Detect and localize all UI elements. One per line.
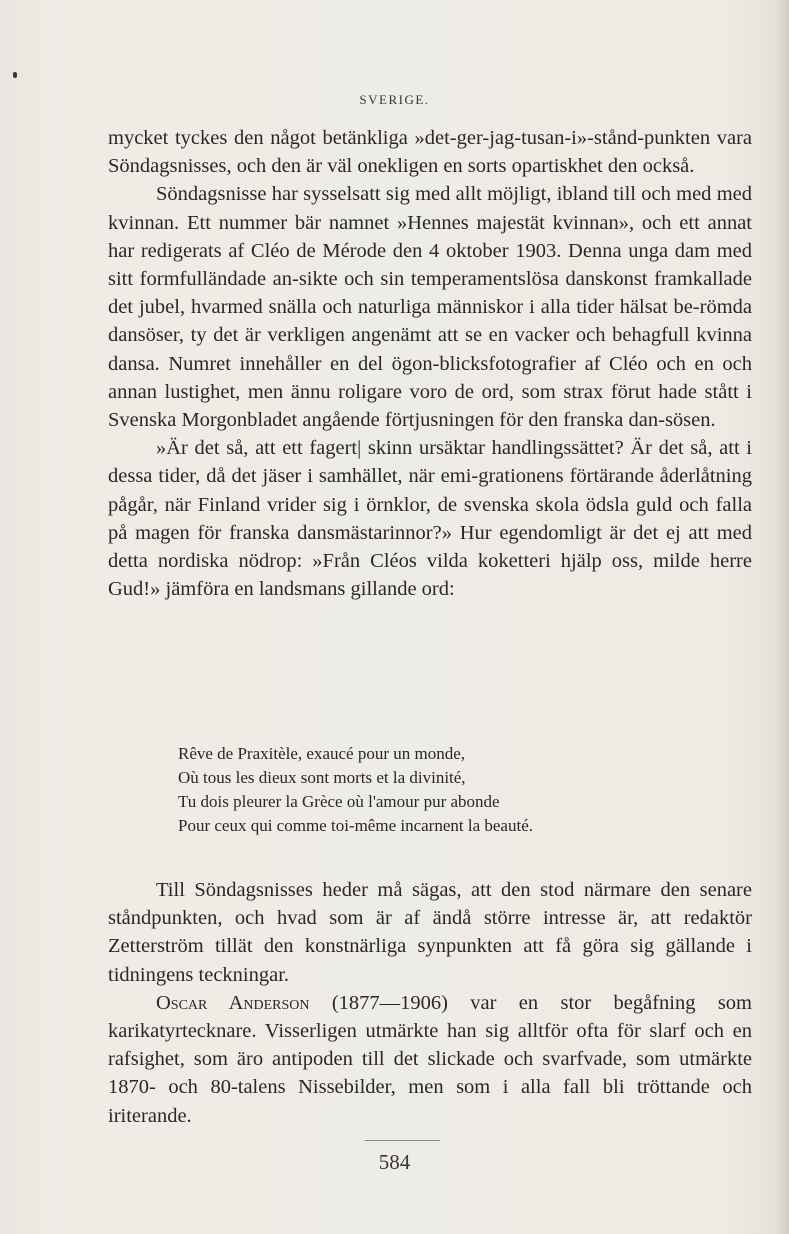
body-text-continued	[108, 876, 752, 1130]
running-head: SVERIGE.	[359, 92, 430, 107]
paragraph-1: mycket tyckes den något betänkliga »det-ger-jag-tusan-i»-stånd-punkten vara Söndagsnisses, och den är väl onekligen en sorts opartiskhet den också.	[108, 127, 752, 178]
artist-name: Oscar Anderson	[156, 991, 310, 1014]
body-text	[108, 124, 752, 603]
paragraph-5-text: (1877—1906) var en stor begåfning som karikatyrtecknare. Visserligen utmärkte han sig alltför ofta för slarf och en rafsighet, som äro antipoden till det slickade och svarfvade, som utmärkte 1870- och 80-talens Nissebilder, men som i alla fall bli tröttande och iriterande.	[108, 991, 752, 1127]
french-poem	[178, 742, 718, 838]
paragraph-3: »Är det så, att ett fagert| skinn ursäktar handlingssättet? Är det så, att i dessa tider, då det jäser i samhället, när emi-grationens förtärande åderlåtning pågår, när Finland vrider sig i örnklor, de svenska skola ödsla guld och falla på magen för franska dansmästarinnor?» Hur egendomligt är det ej att med detta nordiska nödrop: »Från Cléos vilda koketteri hjälp oss, milde herre Gud!» jämföra en landsmans gillande ord:	[108, 437, 752, 601]
print-mark	[13, 72, 17, 78]
page-number: 584	[378, 1150, 411, 1174]
poem-line: Où tous les dieux sont morts et la divinité,	[178, 768, 466, 787]
poem-line: Tu dois pleurer la Grèce où l'amour pur abonde	[178, 792, 500, 811]
paragraph-2: Söndagsnisse har sysselsatt sig med allt möjligt, ibland till och med med kvinnan. Ett nummer bär namnet »Hennes majestät kvinnan», och ett annat har redigerats af Cléo de Mérode den 4 oktober 1903. Denna unga dam med sitt formfulländade an-sikte och sin temperamentslösa danskonst framkallade det jubel, hvarmed snälla och naturliga människor i alla tider hälsat be-römda dansöser, ty det är verkligen angenämt att se en vacker och behagfull kvinna dansa. Numret innehåller en del ögon-blicksfotografier af Cléo och en och annan lustighet, men ännu roligare voro de ord, som strax förut hade stått i Svenska Morgonbladet angående förtjusningen för den franska dan-sösen.	[108, 183, 752, 432]
page-edge-shadow	[775, 0, 789, 1234]
paragraph-4: Till Söndagsnisses heder må sägas, att den stod närmare den senare ståndpunkten, och hvad som är af ändå större intresse är, att redaktör Zetterström tillät den konstnärliga synpunkten att få göra sig gällande i tidningens teckningar.	[108, 879, 752, 986]
poem-line: Pour ceux qui comme toi-même incarnent la beauté.	[178, 816, 533, 835]
footer-rule	[365, 1140, 440, 1141]
poem-line: Rêve de Praxitèle, exaucé pour un monde,	[178, 744, 466, 763]
paragraph-5	[108, 989, 752, 1130]
